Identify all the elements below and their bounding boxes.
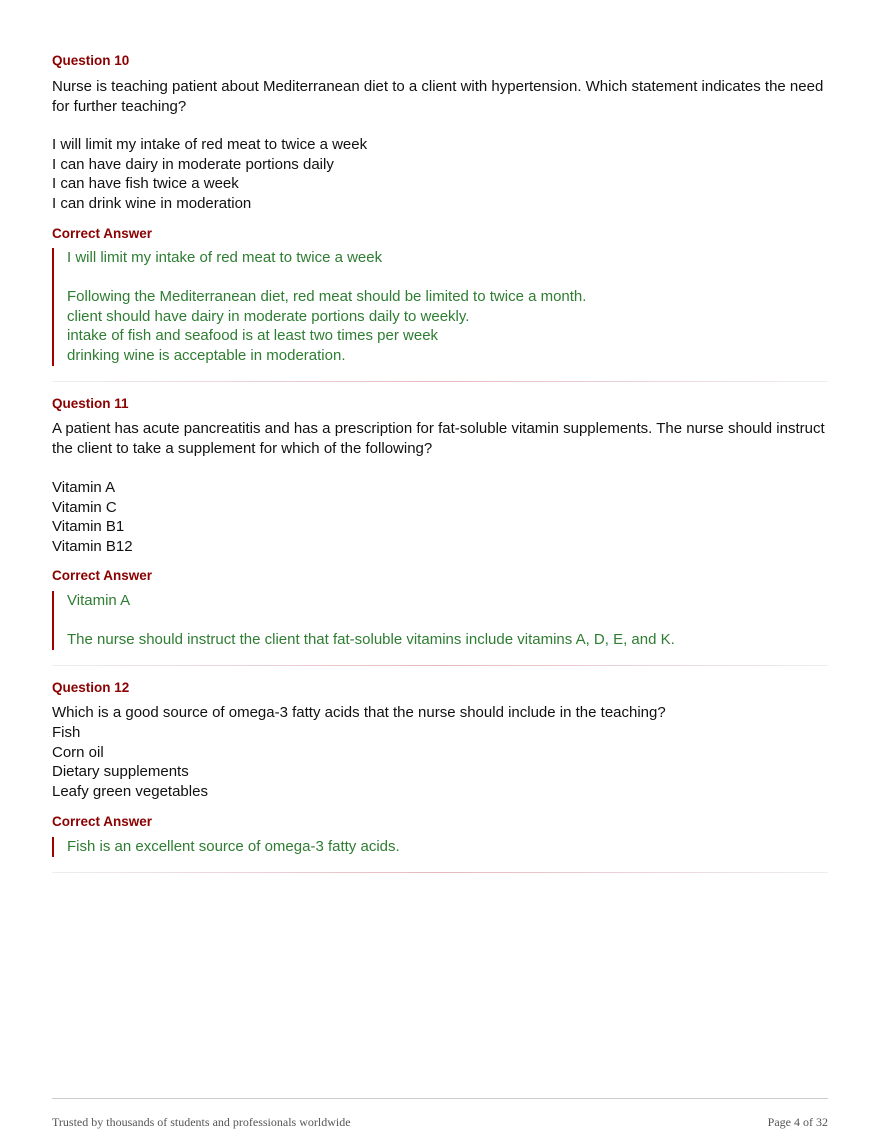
answer-box (52, 591, 675, 650)
options-list (52, 135, 832, 213)
correct-answer-label: Correct Answer (52, 226, 153, 241)
option: I will limit my intake of red meat to twice a week (52, 136, 368, 153)
options-list (52, 478, 832, 556)
divider (52, 665, 828, 666)
rationale-line: intake of fish and seafood is at least two times per week (67, 327, 439, 345)
answer-box (52, 837, 400, 857)
option: Vitamin B12 (52, 537, 133, 555)
question-text: Which is a good source of omega-3 fatty acids that the nurse should include in the teaching? (52, 704, 666, 721)
option: Vitamin B1 (52, 518, 125, 536)
footer-tagline: Trusted by thousands of students and professionals worldwide (52, 1115, 351, 1129)
option: I can have fish twice a week (52, 175, 239, 193)
question-text: Nurse is teaching patient about Mediterranean diet to a client with hypertension. Which statement indicates the need for further teaching? (52, 78, 824, 115)
option: Vitamin C (52, 498, 117, 516)
answer-text: Vitamin A (67, 592, 131, 609)
correct-answer-label: Correct Answer (52, 568, 153, 583)
answer-box (52, 248, 586, 366)
correct-answer-label: Correct Answer (52, 814, 153, 829)
question-label: Question 12 (52, 680, 130, 695)
rationale-line: Following the Mediterranean diet, red meat should be limited to twice a month. (67, 288, 587, 306)
footer-divider (52, 1098, 828, 1099)
rationale-line: drinking wine is acceptable in moderation. (67, 346, 346, 364)
option: I can have dairy in moderate portions daily (52, 155, 334, 173)
option: Dietary supplements (52, 763, 189, 781)
question-label: Question 11 (52, 396, 129, 411)
option: Fish (52, 724, 81, 741)
page-number: Page 4 of 32 (767, 1115, 828, 1129)
divider (52, 872, 828, 873)
options-list (52, 723, 832, 801)
question-text: A patient has acute pancreatitis and has a prescription for fat-soluble vitamin supplements. The nurse should instruct the client to take a supplement for which of the following? (52, 420, 825, 457)
answer-text: Fish is an excellent source of omega-3 fatty acids. (67, 838, 400, 855)
option: Vitamin A (52, 479, 116, 496)
option: Leafy green vegetables (52, 782, 208, 800)
rationale-line: client should have dairy in moderate portions daily to weekly. (67, 307, 470, 325)
rationale-line: The nurse should instruct the client that fat-soluble vitamins include vitamins A, D, E, and K. (67, 631, 675, 649)
divider (52, 381, 828, 382)
option: I can drink wine in moderation (52, 194, 252, 212)
option: Corn oil (52, 743, 104, 761)
answer-text: I will limit my intake of red meat to twice a week (67, 249, 383, 266)
question-label: Question 10 (52, 53, 130, 68)
